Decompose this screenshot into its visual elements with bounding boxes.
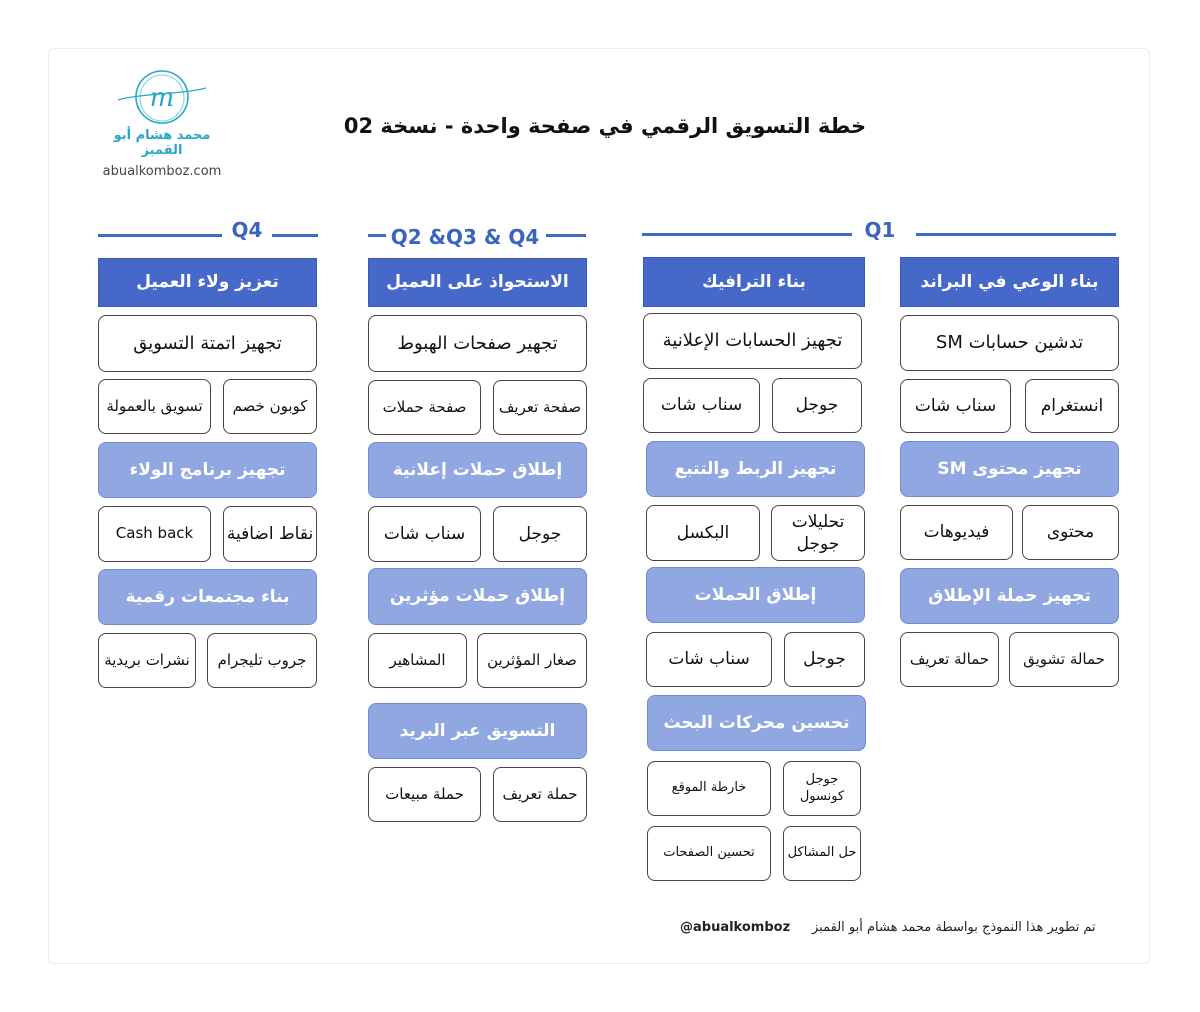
col1-step2: تجهيز محتوى SM — [900, 441, 1119, 497]
col3-step3: إطلاق حملات مؤثرين — [368, 568, 587, 625]
col2-step1-item: جوجل — [772, 378, 862, 433]
col2-step4-item: خارطة الموقع — [647, 761, 771, 816]
footer-handle[interactable]: @abualkomboz — [680, 920, 791, 935]
col1-step1: تدشين حسابات SM — [900, 315, 1119, 371]
col2-step2-item: البكسل — [646, 505, 760, 561]
col1-step2-item: فيديوهات — [900, 505, 1013, 560]
col2-step4: تحسين محركات البحث — [647, 695, 866, 751]
q234-line-left — [368, 234, 386, 237]
col2-step4-item: جوجل كونسول — [783, 761, 861, 816]
q234-label: Q2 &Q3 & Q4 — [390, 225, 540, 249]
col1-step1-item: انستغرام — [1025, 379, 1119, 433]
col2-step1: تجهيز الحسابات الإعلانية — [643, 313, 862, 369]
q4-line-left — [98, 234, 222, 237]
col2-header: بناء الترافيك — [643, 257, 865, 307]
col1-step2-item: محتوى — [1022, 505, 1119, 560]
svg-text:m: m — [149, 83, 175, 113]
q234-line-right — [546, 234, 586, 237]
col4-step1: تجهيز اتمتة التسويق — [98, 315, 317, 372]
col4-step1-item: تسويق بالعمولة — [98, 379, 211, 434]
col3-step3-item: المشاهير — [368, 633, 467, 688]
col4-step2-item: Cash back — [98, 506, 211, 562]
col3-step2-item: جوجل — [493, 506, 587, 562]
q4-label: Q4 — [231, 218, 263, 242]
col4-step3-item: جروب تليجرام — [207, 633, 317, 688]
col1-step3-item: حمالة تعريف — [900, 632, 999, 687]
col3-step1-item: صفحة حملات — [368, 380, 481, 435]
col2-step3: إطلاق الحملات — [646, 567, 865, 623]
col2-step2: تجهيز الربط والتتبع — [646, 441, 865, 497]
brand-name: محمد هشام أبو القمبز — [113, 128, 211, 158]
col2-step3-item: جوجل — [784, 632, 865, 687]
col3-step3-item: صغار المؤثرين — [477, 633, 587, 688]
col2-step2-item: تحليلات جوجل — [771, 505, 865, 561]
col4-step3: بناء مجتمعات رقمية — [98, 569, 317, 625]
q1-line-right — [916, 233, 1116, 236]
col3-step1-item: صفحة تعريف — [493, 380, 587, 435]
col3-step2: إطلاق حملات إعلانية — [368, 442, 587, 498]
col4-step2-item: نقاط اضافية — [223, 506, 317, 562]
logo-circle-icon — [114, 64, 210, 130]
page-title: خطة التسويق الرقمي في صفحة واحدة - نسخة 02 — [343, 114, 867, 138]
col3-header: الاستحواذ على العميل — [368, 258, 587, 307]
q4-line-right — [272, 234, 318, 237]
col2-step4-item: حل المشاكل — [783, 826, 861, 881]
brand-logo — [92, 64, 232, 179]
col2-step4-item: تحسين الصفحات — [647, 826, 771, 881]
q1-line-left — [642, 233, 852, 236]
col3-step4: التسويق عبر البريد — [368, 703, 587, 759]
brand-url: abualkomboz.com — [102, 164, 222, 179]
col3-step4-item: حملة مبيعات — [368, 767, 481, 822]
col4-header: تعزيز ولاء العميل — [98, 258, 317, 307]
col1-header: بناء الوعي في البراند — [900, 257, 1119, 307]
footer-credit: تم تطوير هذا النموذج بواسطة محمد هشام أبو القمبز — [812, 920, 1096, 935]
col2-step3-item: سناب شات — [646, 632, 772, 687]
col1-step3: تجهيز حملة الإطلاق — [900, 568, 1119, 624]
col4-step3-item: نشرات بريدية — [98, 633, 196, 688]
col2-step1-item: سناب شات — [643, 378, 760, 433]
col4-step1-item: كوبون خصم — [223, 379, 317, 434]
col3-step4-item: حملة تعريف — [493, 767, 587, 822]
col1-step1-item: سناب شات — [900, 379, 1011, 433]
col3-step2-item: سناب شات — [368, 506, 481, 562]
col3-step1: تجهير صفحات الهبوط — [368, 315, 587, 372]
col1-step3-item: حمالة تشويق — [1009, 632, 1119, 687]
col4-step2: تجهيز برنامج الولاء — [98, 442, 317, 498]
q1-label: Q1 — [864, 218, 896, 242]
